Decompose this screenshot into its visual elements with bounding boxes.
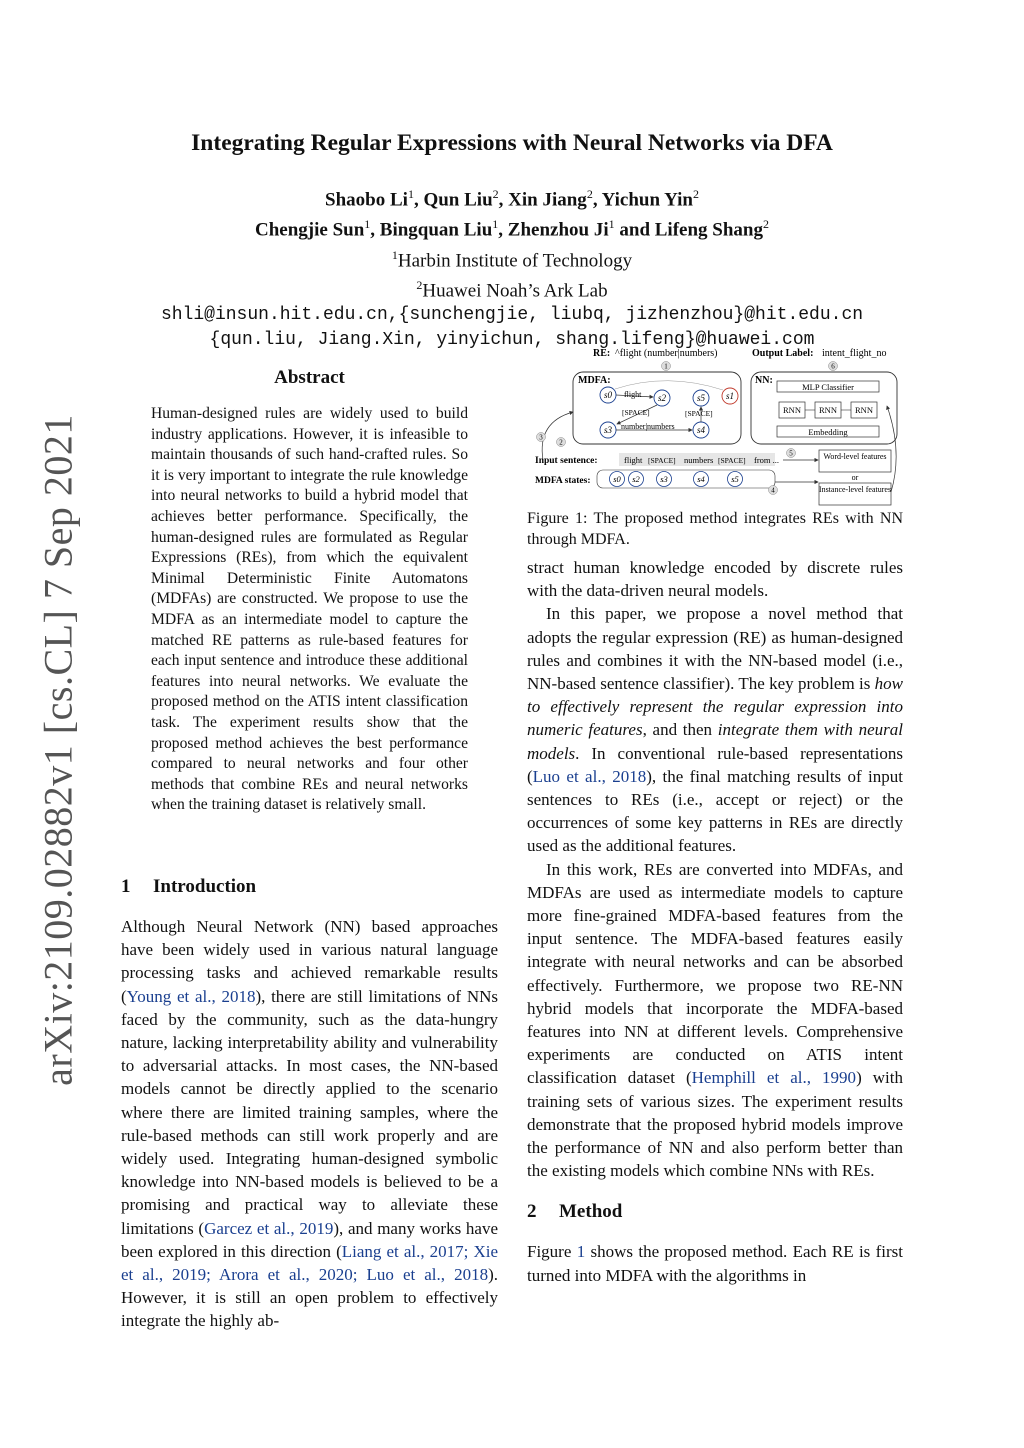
affil-mark: 2 [586,187,593,201]
author-block [0,182,1024,353]
step-number: 1 [664,362,668,371]
section-title: Method [559,1201,623,1223]
affil-mark: 1 [407,187,414,201]
mdfa-states-label: MDFA states: [535,476,591,486]
figure-1-diagram [527,342,903,510]
section-number: 1 [121,876,131,897]
text-run: Although Neural Network (NN) based approaches have been widely used in various natural language processing tasks and achieved remarkable results ( [121,917,498,1006]
state-sequence-box [597,470,775,488]
figure-1 [527,342,903,510]
step-number: 4 [771,486,775,495]
paper-title: Integrating Regular Expressions with Neural Networks via DFA [191,130,833,156]
author: , Zhenzhou Ji [498,219,609,241]
emphasis: integrate them with neural models [527,720,903,763]
affil-mark: 2 [492,187,499,201]
step-number: 6 [831,362,835,371]
edge-label: [SPACE] [622,408,650,417]
affil-mark: 1 [492,217,499,232]
state-label: s3 [603,425,613,435]
citation-link[interactable]: Liang et al., 2017; Xie et al., 2019; Arora et al., 2020; Luo et al., 2018 [121,1241,498,1285]
author: , Xin Jiang [498,189,587,211]
author: and Lifeng Shang [614,219,763,241]
affiliation-name: Harbin Institute of Technology [397,249,633,271]
author: Chengjie Sun [255,219,365,241]
rnn-label: RNN [819,405,837,415]
step-number: 3 [539,433,543,442]
right-column-text [527,556,903,1287]
state-seq-label: s5 [731,474,739,484]
input-token: from ... [754,455,780,465]
affil-mark: 1 [391,247,398,262]
abstract-text: Human-designed rules are widely used to build industry applications. However, it is infeasible to maintain thousands of such hand-crafted rules. So it is very important to integrate the rule knowledge into neural networks to build a hybrid model that achieves better performance. Specifically, the human-designed rules are formulated as Regular Expressions (REs), from which the equivalent Minimal Deterministic Finite Automatons (MDFAs) are constructed. We propose to use the MDFA as an intermediate model to capture the matched RE patterns as rule-based features for each input sentence and introduce these additional features into neural networks. We evaluate the proposed method on the ATIS intent classification task. The experiment results show that the proposed method achieves the best performance compared to neural networks and four other methods that combine REs and neural networks when the training dataset is relatively small. [151,405,468,814]
state-seq-label: s4 [697,474,705,484]
output-label: Output Label: [752,348,814,359]
embedding-label: Embedding [808,427,848,437]
affil-mark: 2 [692,187,699,201]
text-run: ), and many works have been explored in this direction ( [121,1218,498,1261]
citation-link[interactable]: Hemphill et al., 1990 [691,1068,857,1088]
state-seq-label: s3 [660,474,668,484]
authors-line-2 [0,212,1024,242]
citation-link[interactable]: Luo et al., 2018 [532,766,647,786]
paragraph: stract human knowledge encoded by discrete rules with the data-driven neural models. [527,558,903,601]
text-run: ). However, it is still an open problem to effectively integrate the highly ab- [121,1265,498,1331]
affil-mark: 2 [416,277,423,292]
author: , Yichun Yin [592,189,693,211]
state-label: s2 [657,393,667,403]
figure-1-caption: Figure 1: The proposed method integrates REs with NN through MDFA. [527,510,903,548]
affil-mark: 1 [364,217,371,232]
emphasis: how to effectively represent the regular expression into numeric features [527,674,903,740]
citation-link[interactable]: Young et al., 2018 [126,986,256,1006]
state-label: s5 [696,393,706,403]
input-token: numbers [684,455,714,465]
flow-arrow [542,412,573,460]
rnn-label: RNN [855,405,873,415]
figure-ref-link[interactable]: 1 [576,1242,586,1262]
text-run: . In conventional rule-based representations ( [527,743,903,786]
section-heading-method [527,1201,903,1223]
step-number: 2 [559,438,563,447]
text-run: , and then [642,720,718,740]
flow-arrow [887,406,896,492]
instance-level-label: Instance-level features [818,485,892,494]
output-value: intent_flight_no [822,348,887,359]
email-line-1[interactable]: shli@insun.hit.edu.cn,{sunchengjie, liubq, jizhenzhou}@hit.edu.cn [160,305,864,326]
step-number: 5 [789,449,793,458]
method-paragraph [527,1240,903,1286]
arxiv-sidebar-id: arXiv:2109.02882v1 [cs.CL] 7 Sep 2021 [35,414,81,1086]
state-label: s1 [725,391,735,401]
edge-label: flight [624,390,642,399]
text-run: In this paper, we propose a novel method that adopts the regular expression (RE) as human-designed rules and combines it with the NN-based model (i.e., NN-based sentence classifier). The key problem is [527,604,903,694]
intro-section [121,876,498,1333]
section-number: 2 [527,1201,537,1223]
re-value: ^flight (number|numbers) [615,348,718,359]
affiliation-name: Huawei Noah’s Ark Lab [422,280,608,302]
input-sentence-label: Input sentence: [535,456,598,466]
paragraph [527,602,903,857]
transition-edge [615,381,723,390]
text-run: shows the proposed method. Each RE is first turned into MDFA with the algorithms in [527,1242,903,1285]
mlp-label: MLP Classifier [802,382,854,392]
affiliation-1 [0,243,1024,273]
text-run: ), the final matching results of input sentences to REs (i.e., accept or reject) or the occurrences of some key patterns in REs are directly used as the additional features. [527,766,903,856]
word-level-label: Word-level features [823,452,887,461]
state-seq-label: s0 [613,474,621,484]
author: Shaobo Li [325,189,408,211]
authors-line-1 [0,182,1024,212]
intro-paragraph [121,915,498,1333]
text-run: ) with training sets of various sizes. The experiment results demonstrate that the proposed hybrid models improve the performance of NN and also perform better than the existing models which combine NNs with REs. [527,1068,903,1181]
section-heading-introduction [121,876,498,898]
input-token: [SPACE] [648,456,676,465]
author: , Bingquan Liu [370,219,493,241]
text-run: In this work, REs are converted into MDFAs, and MDFAs are used as intermediate models to capture more fine-grained MDFA-based features from the input sentence. The MDFA-based features easily integrate with neural networks and can be absorbed effectively. Furthermore, we propose two RE-NN hybrid models that incorporate the MDFA-based features into NN at different levels. Comprehensive experiments are conducted on ATIS intent classification dataset ( [527,859,903,1088]
abstract-heading: Abstract [274,367,345,388]
text-run: ), there are still limitations of NNs faced by the community, such as the data-hungry nature, lacking interpretability ability and vulnerability to adversarial attacks. In most cases, the NN-based models cannot be directly applied to the scenario where there are limited training samples, where the rule-based methods can still work properly and are widely used. Integrating human-designed symbolic knowledge into NN-based models is believed to be a promising and practical way to alleviate these limitations ( [121,986,498,1238]
re-label: RE: [593,348,611,359]
state-label: s0 [603,390,613,400]
input-token: [SPACE] [718,456,746,465]
nn-label: NN: [755,375,773,386]
citation-link[interactable]: Garcez et al., 2019 [204,1218,334,1238]
author: , Qun Liu [413,189,493,211]
input-token: flight [624,455,643,465]
rnn-label: RNN [783,405,801,415]
email-line-2[interactable]: {qun.liu, Jiang.Xin, yinyichun, shang.lifeng}@huawei.com [209,330,815,351]
state-seq-label: s2 [632,474,640,484]
affil-mark: 2 [763,217,769,232]
mdfa-label: MDFA: [578,375,611,386]
paragraph [527,858,903,1183]
section-title: Introduction [153,876,257,897]
edge-label: number|numbers [621,422,675,431]
affil-mark: 1 [608,217,615,232]
state-label: s4 [696,425,706,435]
or-label: or [851,473,859,482]
text-run: Figure [527,1242,577,1262]
right-column-paragraphs [527,556,903,1182]
edge-label: [SPACE] [685,409,713,418]
affiliation-2 [0,273,1024,303]
